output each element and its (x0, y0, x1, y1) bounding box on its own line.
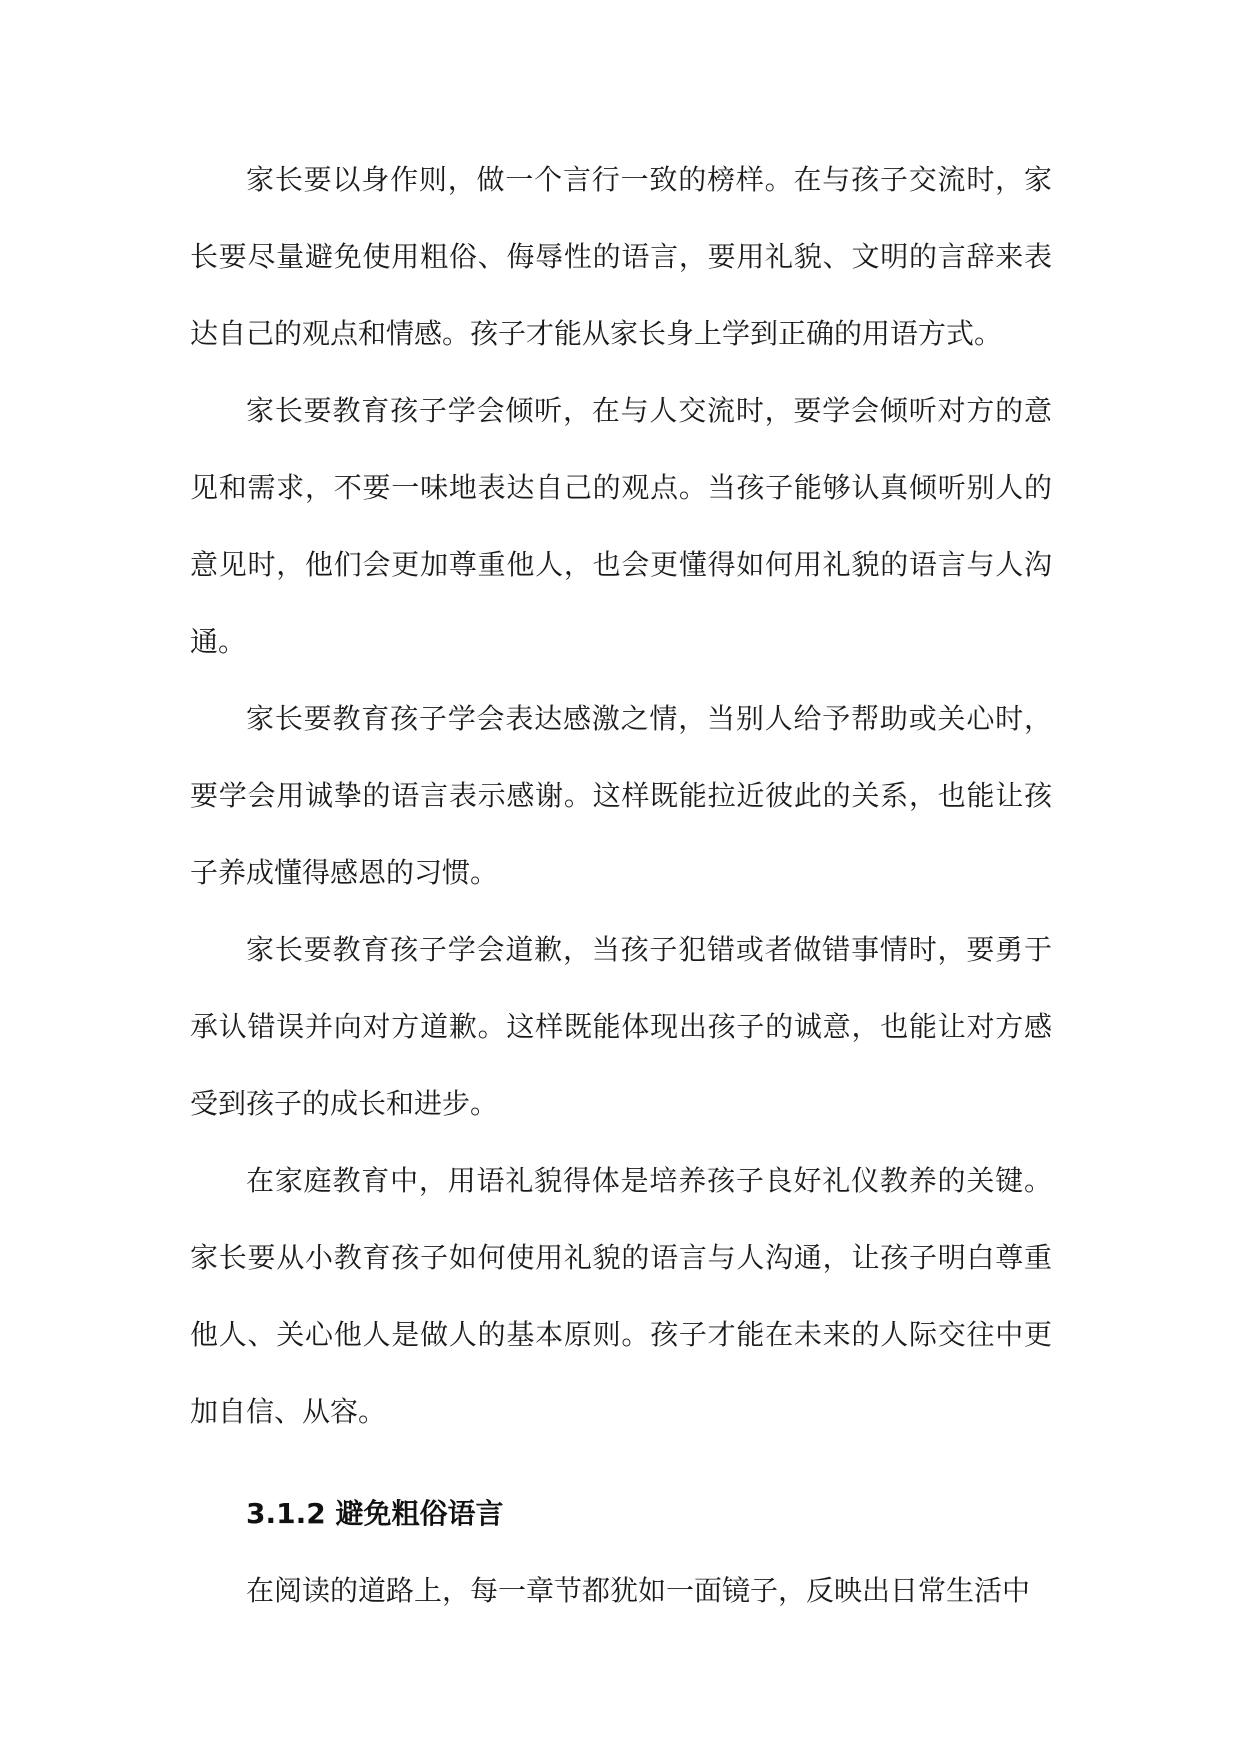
section-heading: 3.1.2 避免粗俗语言 (246, 1497, 504, 1530)
paragraph-conclusion: 在家庭教育中，用语礼貌得体是培养孩子良好礼仪教养的关键。家长要从小教育孩子如何使用礼貌的语言与人沟通，让孩子明白尊重他人、关心他人是做人的基本原则。孩子才能在未来的人际交往中更加自信、从容。 (190, 1164, 1052, 1428)
document-body (190, 141, 1052, 1629)
paragraph-gratitude: 家长要教育孩子学会表达感激之情，当别人给予帮助或关心时，要学会用诚挚的语言表示感谢。这样既能拉近彼此的关系，也能让孩子养成懂得感恩的习惯。 (190, 702, 1052, 889)
paragraph-listening: 家长要教育孩子学会倾听，在与人交流时，要学会倾听对方的意见和需求，不要一味地表达自己的观点。当孩子能够认真倾听别人的意见时，他们会更加尊重他人，也会更懂得如何用礼貌的语言与人沟通。 (190, 394, 1052, 658)
paragraph-apology: 家长要教育孩子学会道歉，当孩子犯错或者做错事情时，要勇于承认错误并向对方道歉。这样既能体现出孩子的诚意，也能让对方感受到孩子的成长和进步。 (190, 933, 1052, 1120)
paragraph-reading: 在阅读的道路上，每一章节都犹如一面镜子，反映出日常生活中 (246, 1574, 1031, 1607)
paragraph-role-model: 家长要以身作则，做一个言行一致的榜样。在与孩子交流时，家长要尽量避免使用粗俗、侮辱性的语言，要用礼貌、文明的言辞来表达自己的观点和情感。孩子才能从家长身上学到正确的用语方式。 (190, 163, 1052, 350)
